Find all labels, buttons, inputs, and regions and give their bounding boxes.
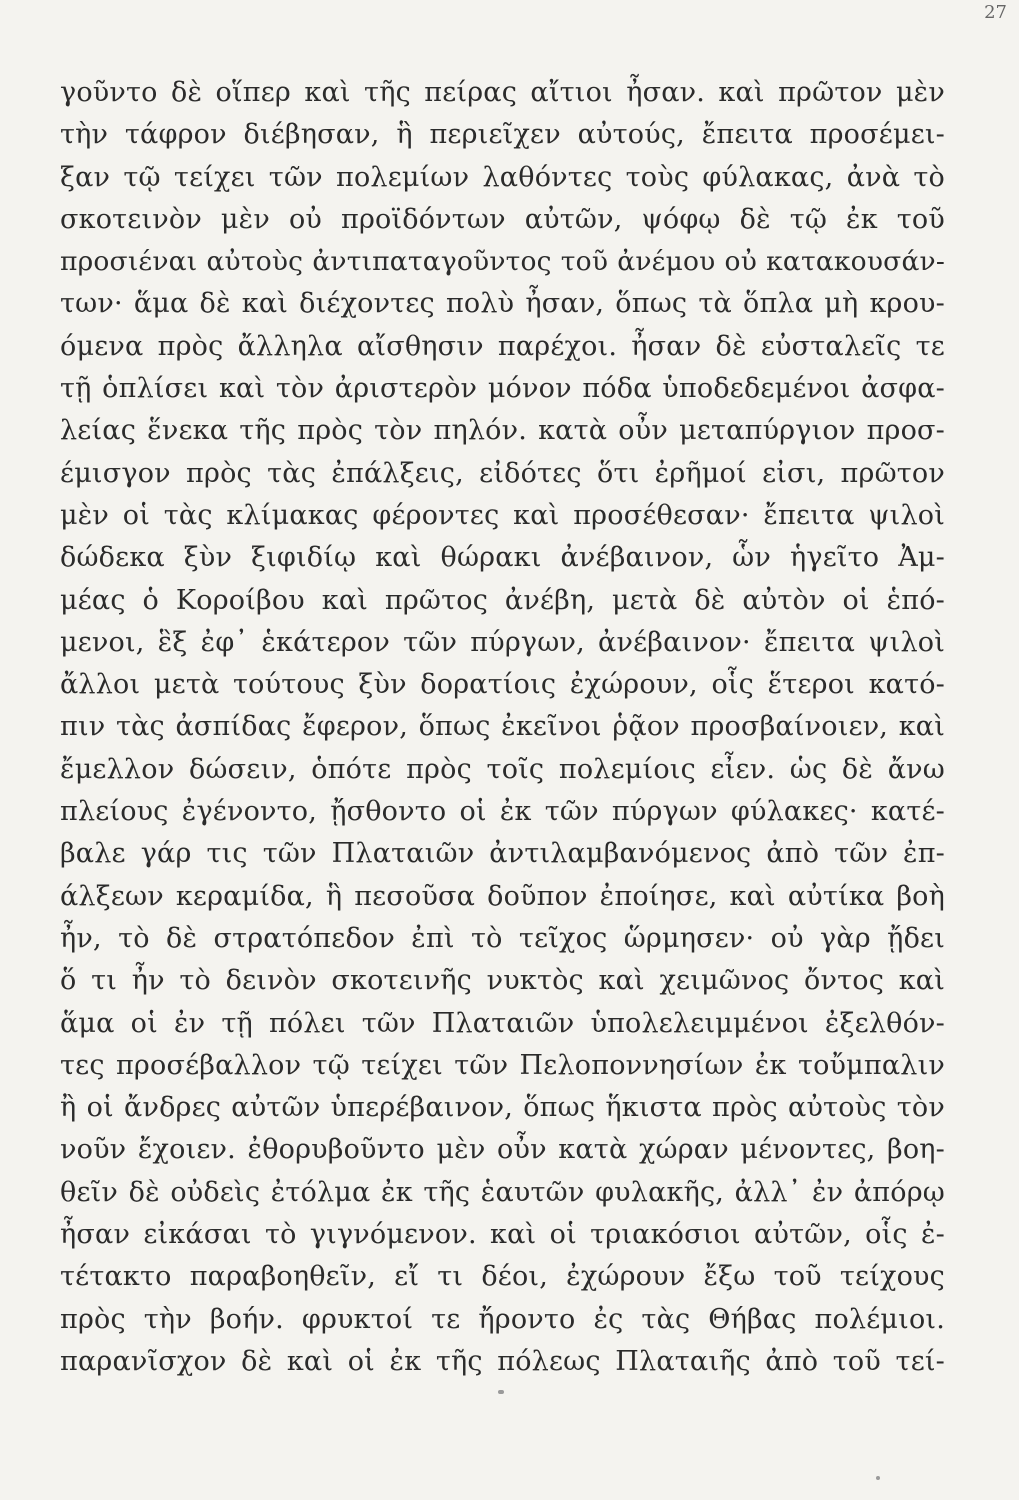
text-line: σκοτεινὸν μὲν οὐ προϊδόντων αὐτῶν, ψόφῳ δὲ τῷ ἐκ τοῦ (60, 203, 945, 235)
text-line: τες προσέβαλλον τῷ τείχει τῶν Πελοποννησίων ἐκ τοὔμπαλιν (60, 1049, 945, 1081)
text-line: ἔμελλον δώσειν, ὁπότε πρὸς τοῖς πολεμίοις εἶεν. ὡς δὲ ἄνω (60, 753, 945, 785)
text-line: λείας ἕνεκα τῆς πρὸς τὸν πηλόν. κατὰ οὖν μεταπύργιον προσ- (60, 415, 945, 447)
text-line: βαλε γάρ τις τῶν Πλαταιῶν ἀντιλαμβανόμενος ἀπὸ τῶν ἐπ- (60, 838, 945, 870)
body-text (60, 72, 945, 1383)
text-line: πρὸς τὴν βοήν. φρυκτοί τε ἤροντο ἐς τὰς Θήβας πολέμιοι. (60, 1303, 945, 1335)
page-number: 27 (984, 2, 1007, 23)
text-line: νοῦν ἔχοιεν. ἐθορυβοῦντο μὲν οὖν κατὰ χώραν μένοντες, βοη- (60, 1134, 945, 1166)
text-line: τέτακτο παραβοηθεῖν, εἴ τι δέοι, ἐχώρουν ἔξω τοῦ τείχους (60, 1261, 945, 1293)
text-line: ξαν τῷ τείχει τῶν πολεμίων λαθόντες τοὺς φύλακας, ἀνὰ τὸ (60, 161, 945, 193)
text-line: ἅμα οἱ ἐν τῇ πόλει τῶν Πλαταιῶν ὑπολελειμμένοι ἐξελθόν- (60, 1007, 945, 1039)
text-line: άλξεων κεραμίδα, ἣ πεσοῦσα δοῦπον ἐποίησε, καὶ αὐτίκα βοὴ (60, 880, 945, 912)
text-line: θεῖν δὲ οὐδεὶς ἐτόλμα ἐκ τῆς ἑαυτῶν φυλακῆς, ἀλλ᾽ ἐν ἀπόρῳ (60, 1176, 945, 1208)
scan-speck (498, 1390, 504, 1394)
text-line: γοῦντο δὲ οἵπερ καὶ τῆς πείρας αἴτιοι ἦσαν. καὶ πρῶτον μὲν (60, 77, 945, 108)
text-line: όμενα πρὸς ἄλληλα αἴσθησιν παρέχοι. ἦσαν δὲ εὐσταλεῖς τε (60, 330, 945, 362)
text-line: τὴν τάφρον διέβησαν, ἣ περιεῖχεν αὐτούς, ἔπειτα προσέμει- (60, 119, 945, 151)
text-line: ἦν, τὸ δὲ στρατόπεδον ἐπὶ τὸ τεῖχος ὥρμησεν· οὐ γὰρ ᾔδει (60, 922, 945, 954)
text-line: ὅ τι ἦν τὸ δεινὸν σκοτεινῆς νυκτὸς καὶ χειμῶνος ὄντος καὶ (60, 965, 945, 997)
text-line: έμισγον πρὸς τὰς ἐπάλξεις, εἰδότες ὅτι ἐρῆμοί εἰσι, πρῶτον (60, 457, 945, 489)
text-line: πλείους ἐγένοντο, ᾔσθοντο οἱ ἐκ τῶν πύργων φύλακες· κατέ- (60, 796, 945, 828)
text-line: μενοι, ἓξ ἐφ᾽ ἑκάτερον τῶν πύργων, ἀνέβαινον· ἔπειτα ψιλοὶ (60, 626, 945, 658)
text-line: τῇ ὁπλίσει καὶ τὸν ἀριστερὸν μόνον πόδα ὑποδεδεμένοι ἀσφα- (60, 373, 945, 405)
text-line: δώδεκα ξὺν ξιφιδίῳ καὶ θώρακι ἀνέβαινον, ὧν ἡγεῖτο Ἀμ- (60, 542, 945, 574)
text-line: ἦσαν εἰκάσαι τὸ γιγνόμενον. καὶ οἱ τριακόσιοι αὐτῶν, οἷς ἐ- (60, 1219, 945, 1251)
text-line: προσιέναι αὐτοὺς ἀντιπαταγοῦντος τοῦ ἀνέμου οὐ κατακουσάν- (60, 246, 945, 278)
text-line: ἢ οἱ ἄνδρες αὐτῶν ὑπερέβαινον, ὅπως ἥκιστα πρὸς αὐτοὺς τὸν (60, 1092, 945, 1124)
scan-speck (876, 1476, 880, 1480)
text-line: μέας ὁ Κοροίβου καὶ πρῶτος ἀνέβη, μετὰ δὲ αὐτὸν οἱ ἑπό- (60, 584, 945, 616)
text-line: μὲν οἱ τὰς κλίμακας φέροντες καὶ προσέθεσαν· ἔπειτα ψιλοὶ (60, 499, 945, 531)
text-line: πιν τὰς ἀσπίδας ἔφερον, ὅπως ἐκεῖνοι ῥᾷον προσβαίνοιεν, καὶ (60, 711, 945, 743)
text-line: παρανῖσχον δὲ καὶ οἱ ἐκ τῆς πόλεως Πλαταιῆς ἀπὸ τοῦ τεί- (60, 1345, 945, 1377)
text-line: ἄλλοι μετὰ τούτους ξὺν δορατίοις ἐχώρουν, οἷς ἕτεροι κατό- (60, 669, 945, 701)
text-line: των· ἅμα δὲ καὶ διέχοντες πολὺ ἦσαν, ὅπως τὰ ὅπλα μὴ κρου- (60, 288, 945, 320)
